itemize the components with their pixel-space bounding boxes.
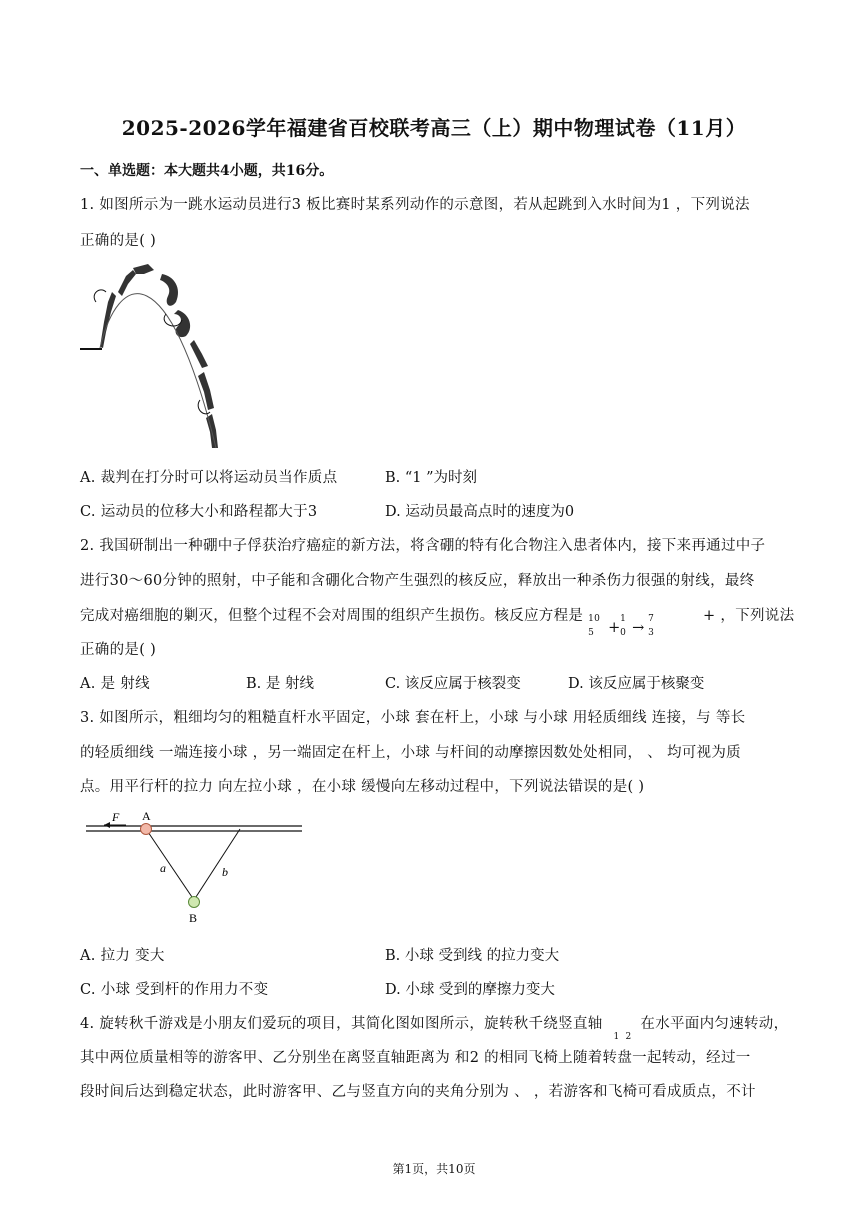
page-title: 2025-2026学年福建省百校联考高三（上）期中物理试卷（11月） <box>121 116 747 140</box>
q3-line-1: 3. 如图所示，粗细均匀的粗糙直杆水平固定，小球 套在杆上，小球 与小球 用轻质细线 连接，与 等长 <box>80 710 746 726</box>
q1-option-d: D. 运动员最高点时的速度为0 <box>385 504 575 520</box>
q4-line-1 <box>80 1012 789 1042</box>
neutron-mass: 1 <box>620 614 627 624</box>
lithium-mass: 7 <box>648 614 655 624</box>
neutron-z: 0 <box>620 628 627 638</box>
q1-line-2: 正确的是( ) <box>80 233 157 249</box>
q2-line-4: 正确的是( ) <box>80 642 157 658</box>
q2-option-d: D. 该反应属于核聚变 <box>568 676 705 692</box>
q3-option-d: D. 小球 受到的摩擦力变大 <box>385 982 555 998</box>
label-b: b <box>222 865 228 879</box>
q1-option-c: C. 运动员的位移大小和路程都大于3 <box>80 504 318 520</box>
q4-line-3: 段时间后达到稳定状态，此时游客甲、乙与竖直方向的夹角分别为 、 ，若游客和飞椅可看成质点，不计 <box>80 1084 756 1100</box>
q3-line-3: 点。用平行杆的拉力 向左拉小球 ，在小球 缓慢向左移动过程中，下列说法错误的是( ) <box>80 779 645 795</box>
boron-mass: 10 <box>588 614 601 624</box>
q2-option-a: A. 是 射线 <box>80 676 150 692</box>
q2-option-c: C. 该反应属于核裂变 <box>385 676 521 692</box>
diver-figure <box>78 262 228 452</box>
rod-ball-figure <box>82 808 306 926</box>
q2-line-3: 完成对癌细胞的剿灭，但整个过程不会对周围的组织产生损伤。核反应方程是 10 5 + 1 0 → 7 3 + ，下列说法 <box>80 608 795 638</box>
q1-option-a: A. 裁判在打分时可以将运动员当作质点 <box>80 470 338 486</box>
q2-line-2: 进行30～60分钟的照射，中子能和含硼化合物产生强烈的核反应，释放出一种杀伤力很强的射线，最终 <box>80 573 755 589</box>
label-a: a <box>160 861 166 875</box>
q3-line-2: 的轻质细线 一端连接小球 ，另一端固定在杆上，小球 与杆间的动摩擦因数处处相同， 、 均可视为质 <box>80 745 741 761</box>
label-B: B <box>189 911 198 925</box>
axis-sub-1: 1 <box>613 1032 620 1042</box>
q2-line-1: 2. 我国研制出一种硼中子俘获治疗癌症的新方法，将含硼的特有化合物注入患者体内，接下来再通过中子 <box>80 538 766 554</box>
q2-line-3-text: 完成对癌细胞的剿灭，但整个过程不会对周围的组织产生损伤。核反应方程是 <box>80 608 584 624</box>
q4-line-1-text: 4. 旋转秋千游戏是小朋友们爱玩的项目，其简化图如图所示，旋转秋千绕竖直轴 <box>80 1016 603 1032</box>
q2-option-b: B. 是 射线 <box>246 676 314 692</box>
label-A: A <box>142 809 151 823</box>
q3-option-a: A. 拉力 变大 <box>80 948 165 964</box>
q3-option-c: C. 小球 受到杆的作用力不变 <box>80 982 269 998</box>
section-heading: 一、单选题：本大题共4小题，共16分。 <box>80 163 334 179</box>
axis-sub-2: 2 <box>625 1032 632 1042</box>
label-F: F <box>112 810 120 824</box>
q2-line-3-tail: + ，下列说法 <box>703 608 795 624</box>
lithium-z: 3 <box>648 628 655 638</box>
q1-option-b: B. “1 ”为时刻 <box>385 470 478 486</box>
q1-line-1: 1. 如图所示为一跳水运动员进行3 板比赛时某系列动作的示意图，若从起跳到入水时间为1 ，下列说法 <box>80 197 750 213</box>
boron-z: 5 <box>588 628 595 638</box>
page-footer: 第1页，共10页 <box>392 1162 476 1176</box>
q4-line-2: 其中两位质量相等的游客甲、乙分别坐在离竖直轴距离为 和2 的相同飞椅上随着转盘一起转动，经过一 <box>80 1050 751 1066</box>
q3-option-b: B. 小球 受到线 的拉力变大 <box>385 948 560 964</box>
q4-line-1-tail: 在水平面内匀速转动， <box>640 1016 789 1032</box>
